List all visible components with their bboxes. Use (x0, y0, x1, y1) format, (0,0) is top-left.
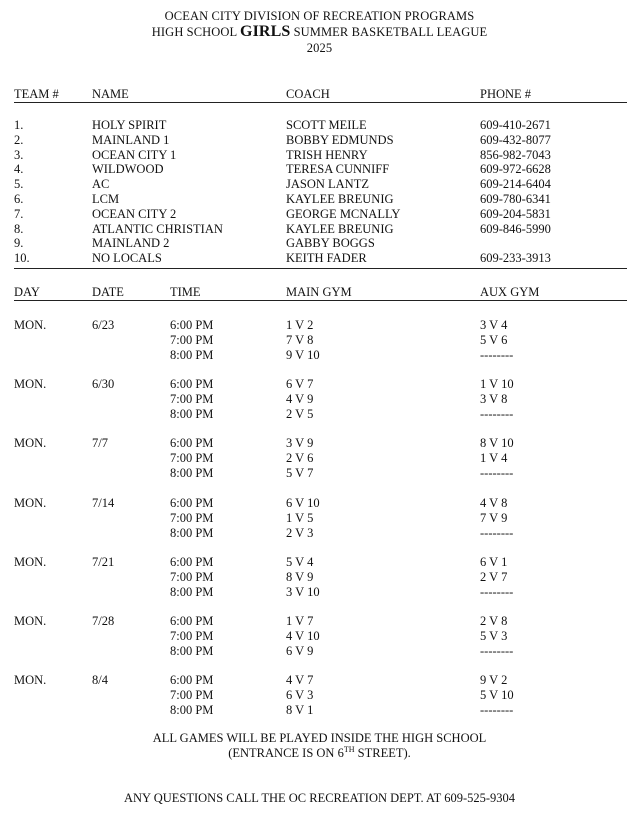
phone-number: 609-214-6404 (480, 177, 551, 192)
aux-gym-matchup: 3 V 8 (480, 392, 508, 407)
phone-number: 609-204-5831 (480, 206, 551, 221)
team-row (0, 133, 639, 148)
header-league-pre: HIGH SCHOOL (151, 25, 237, 39)
aux-gym-matchup: 4 V 8 (480, 495, 508, 510)
main-gym-matchup: 2 V 3 (286, 525, 314, 540)
phone-number: 609-233-3913 (480, 251, 551, 266)
contact-note: ANY QUESTIONS CALL THE OC RECREATION DEPT. AT 609-525-9304 (123, 791, 516, 805)
team-row (0, 236, 639, 251)
game-slot (0, 451, 639, 466)
game-day: MON. (14, 554, 47, 569)
team-number: 5. (14, 177, 24, 192)
game-day: MON. (14, 318, 47, 332)
coach-name: SCOTT MEILE (286, 118, 367, 132)
main-gym-matchup: 1 V 5 (286, 510, 314, 525)
game-slot (0, 436, 639, 451)
aux-gym-matchup: 7 V 9 (480, 510, 508, 525)
team-number: 10. (14, 251, 30, 266)
aux-gym-matchup: 5 V 6 (480, 333, 508, 347)
schedule-week (0, 614, 639, 673)
phone-number: 609-780-6341 (480, 191, 551, 206)
game-day: MON. (14, 436, 47, 451)
team-num-header: TEAM # (14, 87, 59, 101)
team-name: MAINLAND 1 (92, 132, 170, 147)
main-gym-matchup: 8 V 1 (286, 703, 314, 718)
aux-gym-matchup: 2 V 7 (480, 569, 508, 584)
main-gym-matchup: 2 V 6 (286, 451, 314, 466)
aux-gym-matchup: -------- (480, 703, 514, 718)
team-name: HOLY SPIRIT (92, 118, 167, 132)
game-slot (0, 496, 639, 511)
game-date: 7/21 (92, 554, 115, 569)
game-time: 8:00 PM (170, 407, 214, 422)
main-gym-matchup: 6 V 3 (286, 688, 314, 703)
team-number: 3. (14, 147, 24, 162)
coach-name: TRISH HENRY (286, 147, 368, 162)
header-league-girls: GIRLS (240, 23, 291, 40)
main-gym-matchup: 9 V 10 (286, 348, 320, 362)
game-time: 6:00 PM (170, 318, 214, 332)
team-number: 9. (14, 236, 24, 251)
game-time: 7:00 PM (170, 451, 214, 466)
game-date: 7/7 (92, 436, 108, 451)
aux-gym-matchup: 3 V 4 (480, 318, 508, 332)
game-slot (0, 673, 639, 688)
game-slot (0, 614, 639, 629)
game-time: 6:00 PM (170, 673, 214, 688)
game-slot (0, 585, 639, 600)
team-row (0, 148, 639, 163)
game-slot (0, 466, 639, 481)
aux-gym-matchup: -------- (480, 584, 514, 599)
team-row (0, 192, 639, 207)
main-gym-matchup: 6 V 7 (286, 377, 314, 392)
phone-header: PHONE # (480, 87, 532, 101)
game-day: MON. (14, 673, 47, 688)
team-name: WILDWOOD (92, 162, 164, 177)
schedule-week (0, 436, 639, 495)
game-slot (0, 526, 639, 541)
entrance-note-post: STREET). (354, 746, 411, 760)
main-gym-matchup: 6 V 9 (286, 643, 314, 658)
team-header-rule (14, 102, 627, 103)
team-name: OCEAN CITY 2 (92, 206, 177, 221)
team-number: 7. (14, 206, 24, 221)
entrance-note-pre: (ENTRANCE IS ON 6 (228, 746, 344, 760)
header-year: 2025 (306, 41, 333, 55)
aux-gym-matchup: 9 V 2 (480, 673, 508, 688)
time-header: TIME (170, 285, 201, 299)
coach-name: KAYLEE BREUNIG (286, 221, 394, 236)
phone-number: 609-846-5990 (480, 221, 551, 236)
game-slot (0, 333, 639, 348)
aux-gym-matchup: 5 V 3 (480, 628, 508, 643)
aux-gym-matchup: 5 V 10 (480, 688, 514, 703)
team-name-header: NAME (92, 87, 129, 101)
header-league (0, 24, 639, 40)
phone-number: 856-982-7043 (480, 147, 551, 162)
team-row (0, 118, 639, 133)
coach-header: COACH (286, 87, 330, 101)
aux-gym-matchup: 8 V 10 (480, 436, 514, 451)
schedule-week (0, 496, 639, 555)
game-time: 7:00 PM (170, 392, 214, 407)
game-slot (0, 555, 639, 570)
game-slot (0, 318, 639, 333)
aux-gym-matchup: 6 V 1 (480, 554, 508, 569)
coach-name: BOBBY EDMUNDS (286, 132, 394, 147)
phone-number: 609-432-8077 (480, 132, 551, 147)
game-time: 8:00 PM (170, 584, 214, 599)
team-list (0, 118, 639, 266)
team-name: NO LOCALS (92, 251, 162, 266)
team-number: 8. (14, 221, 24, 236)
main-gym-matchup: 4 V 9 (286, 392, 314, 407)
schedule-week (0, 377, 639, 436)
coach-name: GEORGE MCNALLY (286, 206, 401, 221)
team-number: 1. (14, 118, 24, 132)
coach-name: GABBY BOGGS (286, 236, 375, 251)
team-name: LCM (92, 191, 120, 206)
aux-gym-matchup: -------- (480, 466, 514, 481)
main-gym-matchup: 7 V 8 (286, 333, 314, 347)
aux-gym-matchup: -------- (480, 525, 514, 540)
location-note: ALL GAMES WILL BE PLAYED INSIDE THE HIGH SCHOOL (152, 731, 487, 745)
game-slot (0, 377, 639, 392)
main-gym-matchup: 4 V 7 (286, 673, 314, 688)
coach-name: KEITH FADER (286, 251, 367, 266)
team-name: MAINLAND 2 (92, 236, 170, 251)
schedule-header-rule (14, 300, 627, 301)
main-gym-matchup: 6 V 10 (286, 495, 320, 510)
game-slot (0, 348, 639, 363)
game-time: 6:00 PM (170, 377, 214, 392)
game-slot (0, 511, 639, 526)
game-date: 6/30 (92, 377, 115, 392)
game-day: MON. (14, 495, 47, 510)
main-gym-matchup: 1 V 2 (286, 318, 314, 332)
coach-name: JASON LANTZ (286, 177, 369, 192)
day-header: DAY (14, 285, 40, 299)
coach-name: KAYLEE BREUNIG (286, 191, 394, 206)
team-number: 2. (14, 132, 24, 147)
game-time: 8:00 PM (170, 348, 214, 362)
team-number: 6. (14, 191, 24, 206)
date-header: DATE (92, 285, 124, 299)
game-time: 8:00 PM (170, 703, 214, 718)
game-time: 6:00 PM (170, 436, 214, 451)
team-row (0, 251, 639, 266)
entrance-note-sup: TH (343, 744, 355, 754)
team-name: OCEAN CITY 1 (92, 147, 177, 162)
schedule-week (0, 673, 639, 732)
team-row (0, 222, 639, 237)
game-date: 7/14 (92, 495, 115, 510)
main-gym-matchup: 1 V 7 (286, 613, 314, 628)
schedule-week (0, 555, 639, 614)
header-org: OCEAN CITY DIVISION OF RECREATION PROGRAMS (164, 9, 475, 23)
aux-gym-matchup: 2 V 8 (480, 613, 508, 628)
game-time: 7:00 PM (170, 510, 214, 525)
game-slot (0, 407, 639, 422)
game-slot (0, 644, 639, 659)
game-date: 7/28 (92, 613, 115, 628)
game-slot (0, 392, 639, 407)
game-slot (0, 703, 639, 718)
team-bottom-rule (14, 268, 627, 269)
entrance-note (0, 746, 639, 761)
game-time: 8:00 PM (170, 643, 214, 658)
game-day: MON. (14, 377, 47, 392)
main-gym-matchup: 3 V 9 (286, 436, 314, 451)
aux-gym-header: AUX GYM (480, 285, 540, 299)
aux-gym-matchup: -------- (480, 348, 514, 362)
team-row (0, 207, 639, 222)
phone-number: 609-972-6628 (480, 162, 551, 177)
aux-gym-matchup: -------- (480, 407, 514, 422)
game-slot (0, 688, 639, 703)
game-time: 8:00 PM (170, 525, 214, 540)
header-league-post: SUMMER BASKETBALL LEAGUE (293, 25, 488, 39)
game-date: 6/23 (92, 318, 115, 332)
aux-gym-matchup: 1 V 10 (480, 377, 514, 392)
team-number: 4. (14, 162, 24, 177)
main-gym-header: MAIN GYM (286, 285, 352, 299)
main-gym-matchup: 8 V 9 (286, 569, 314, 584)
game-time: 7:00 PM (170, 628, 214, 643)
main-gym-matchup: 4 V 10 (286, 628, 320, 643)
main-gym-matchup: 3 V 10 (286, 584, 320, 599)
game-schedule (0, 318, 639, 732)
team-name: AC (92, 177, 110, 192)
team-row (0, 177, 639, 192)
game-time: 8:00 PM (170, 466, 214, 481)
game-day: MON. (14, 613, 47, 628)
game-time: 6:00 PM (170, 613, 214, 628)
main-gym-matchup: 5 V 7 (286, 466, 314, 481)
team-name: ATLANTIC CHRISTIAN (92, 221, 223, 236)
team-row (0, 162, 639, 177)
schedule-week (0, 318, 639, 377)
coach-name: TERESA CUNNIFF (286, 162, 390, 177)
phone-number: 609-410-2671 (480, 118, 551, 132)
game-slot (0, 629, 639, 644)
game-time: 7:00 PM (170, 688, 214, 703)
game-time: 6:00 PM (170, 495, 214, 510)
game-time: 7:00 PM (170, 333, 214, 347)
game-date: 8/4 (92, 673, 108, 688)
game-slot (0, 570, 639, 585)
aux-gym-matchup: -------- (480, 643, 514, 658)
main-gym-matchup: 5 V 4 (286, 554, 314, 569)
document-header (0, 8, 639, 56)
aux-gym-matchup: 1 V 4 (480, 451, 508, 466)
game-time: 6:00 PM (170, 554, 214, 569)
main-gym-matchup: 2 V 5 (286, 407, 314, 422)
game-time: 7:00 PM (170, 569, 214, 584)
